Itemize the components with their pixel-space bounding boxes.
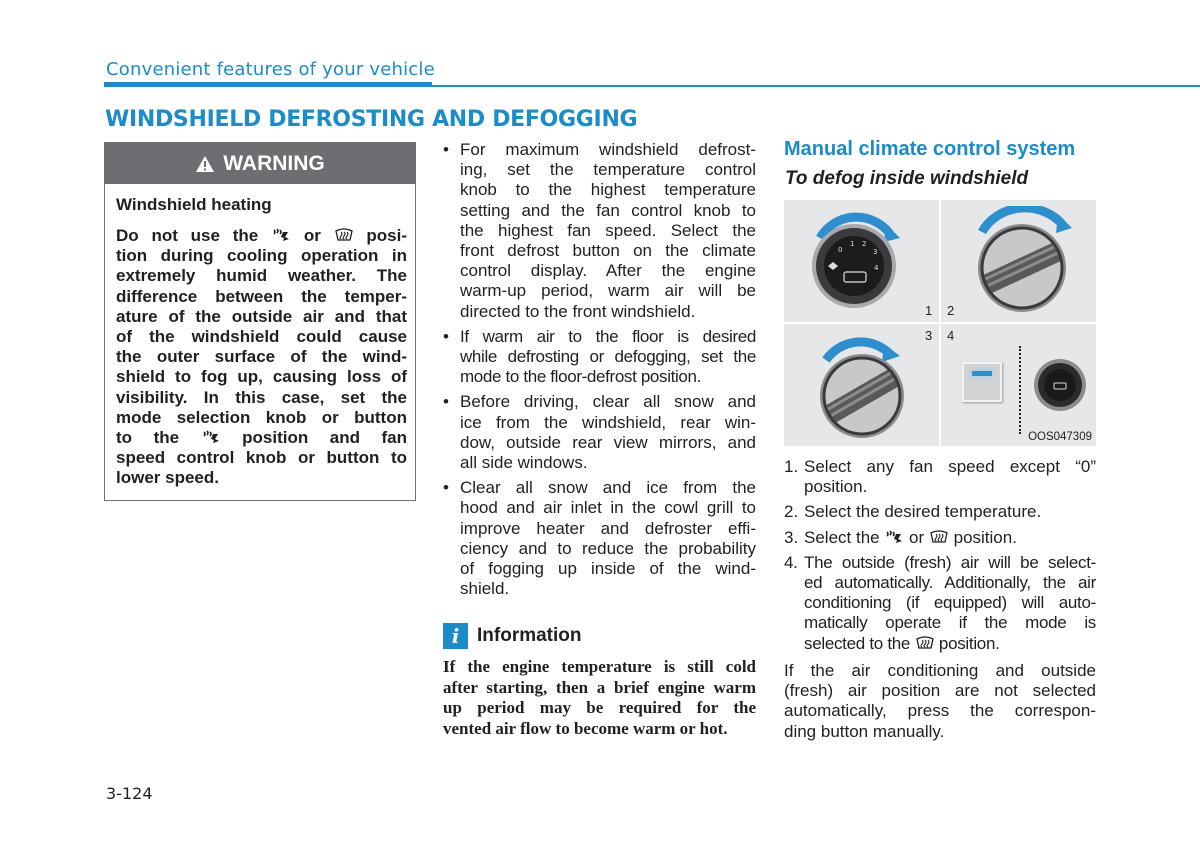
warning-triangle-icon — [195, 155, 215, 173]
page-number: 3-124 — [106, 784, 153, 803]
knob-digit: 4 — [874, 264, 879, 272]
knob-digit: 3 — [873, 248, 878, 256]
warning-box — [104, 142, 416, 501]
figure-label-2: 2 — [947, 303, 955, 318]
information-text: If the engine temperature is still cold after starting, then a brief engine warm up period may be required for the vented air flow to become warm or hot. — [443, 657, 756, 738]
header-accent-bar — [104, 82, 432, 87]
bullet-item: • For maximum windshield defrost- ing, set the temperature control knob to the highest temperature setting and the fan control knob to the highest fan speed. Select the front defrost button on the climate control display. After the engine warm-up period, warm air will be directed to the front windshield. — [443, 140, 756, 322]
warning-line: to the position and fan — [116, 428, 407, 448]
info-icon: i — [443, 623, 468, 649]
warning-line: extremely humid weather. The — [116, 266, 407, 286]
figure-label-3: 3 — [925, 328, 933, 343]
step-item: 3. Select the or position. — [784, 527, 1017, 547]
sub-heading: Manual climate control system — [784, 138, 1076, 160]
figure-code: OOS047309 — [1028, 431, 1092, 443]
italic-heading: To defog inside windshield — [785, 168, 1029, 189]
section-title: Convenient features of your vehicle — [106, 59, 435, 80]
climate-control-figure — [784, 200, 1096, 446]
warning-line: Do not use the or posi- — [116, 226, 408, 245]
knob-digit: 0 — [838, 246, 843, 254]
warning-title: WARNING — [223, 151, 325, 175]
bullet-item: • Before driving, clear all snow and ice from the windshield, rear win- dow, outside rear view mirrors, and all side windows. — [443, 392, 756, 473]
warning-line: lower speed. — [116, 468, 219, 488]
closing-paragraph: If the air conditioning and outside (fresh) air position are not selected automatically, press the correspon- ding button manually. — [784, 661, 1096, 741]
floor-defrost-icon — [201, 429, 221, 445]
defrost-button-illustration — [962, 362, 1002, 402]
information-title: Information — [477, 625, 582, 646]
warning-line: of the windshield could cause — [116, 327, 407, 347]
small-knob-illustration — [1032, 357, 1088, 413]
front-defrost-icon — [334, 227, 354, 243]
step-item: 4. The outside (fresh) air will be select- ed automatically. Additionally, the air conditioning (if equipped) will auto- matically operate if the mode is selected to the position. — [784, 552, 1096, 653]
fan-speed-knob-illustration — [802, 208, 912, 318]
warning-line: the outer surface of the wind- — [116, 347, 407, 367]
bullet-item: • Clear all snow and ice from the hood and air inlet in the cowl grill to improve heater and defroster effi- ciency and to reduce the probability of fogging up inside of the wind- shield. — [443, 478, 756, 599]
steps-list — [784, 457, 1096, 659]
warning-line: visibility. In this case, set the — [116, 387, 407, 407]
knob-digit: 2 — [862, 240, 867, 248]
warning-line: difference between the temper- — [116, 286, 407, 306]
front-defrost-icon — [929, 529, 949, 545]
warning-subtitle: Windshield heating — [116, 195, 272, 214]
knob-digit: 1 — [850, 240, 855, 248]
warning-header — [105, 143, 415, 184]
warning-line: speed control knob or button to — [116, 448, 407, 468]
figure-label-1: 1 — [925, 303, 933, 318]
step-item: 1. Select any fan speed except “0” position. — [784, 457, 1096, 497]
bullet-item: • If warm air to the floor is desired while defrosting or defogging, set the mode to the floor-defrost position. — [443, 327, 756, 388]
header-rule — [432, 85, 1200, 87]
floor-defrost-icon — [271, 227, 291, 243]
mode-knob-illustration — [812, 332, 912, 442]
warning-line: ature of the outside air and that — [116, 306, 407, 326]
information-heading — [443, 623, 582, 649]
warning-line: tion during cooling operation in — [116, 246, 407, 266]
step-item: 2. Select the desired temperature. — [784, 502, 1042, 522]
front-defrost-icon — [915, 635, 935, 651]
figure-label-4: 4 — [947, 328, 955, 343]
warning-line: shield to fog up, causing loss of — [116, 367, 407, 387]
floor-defrost-icon — [884, 529, 904, 545]
bullet-list — [443, 140, 756, 604]
warning-text — [116, 226, 407, 489]
temperature-knob-illustration — [962, 206, 1092, 318]
warning-line: mode selection knob or button — [116, 407, 407, 427]
page-title: WINDSHIELD DEFROSTING AND DEFOGGING — [105, 107, 638, 132]
